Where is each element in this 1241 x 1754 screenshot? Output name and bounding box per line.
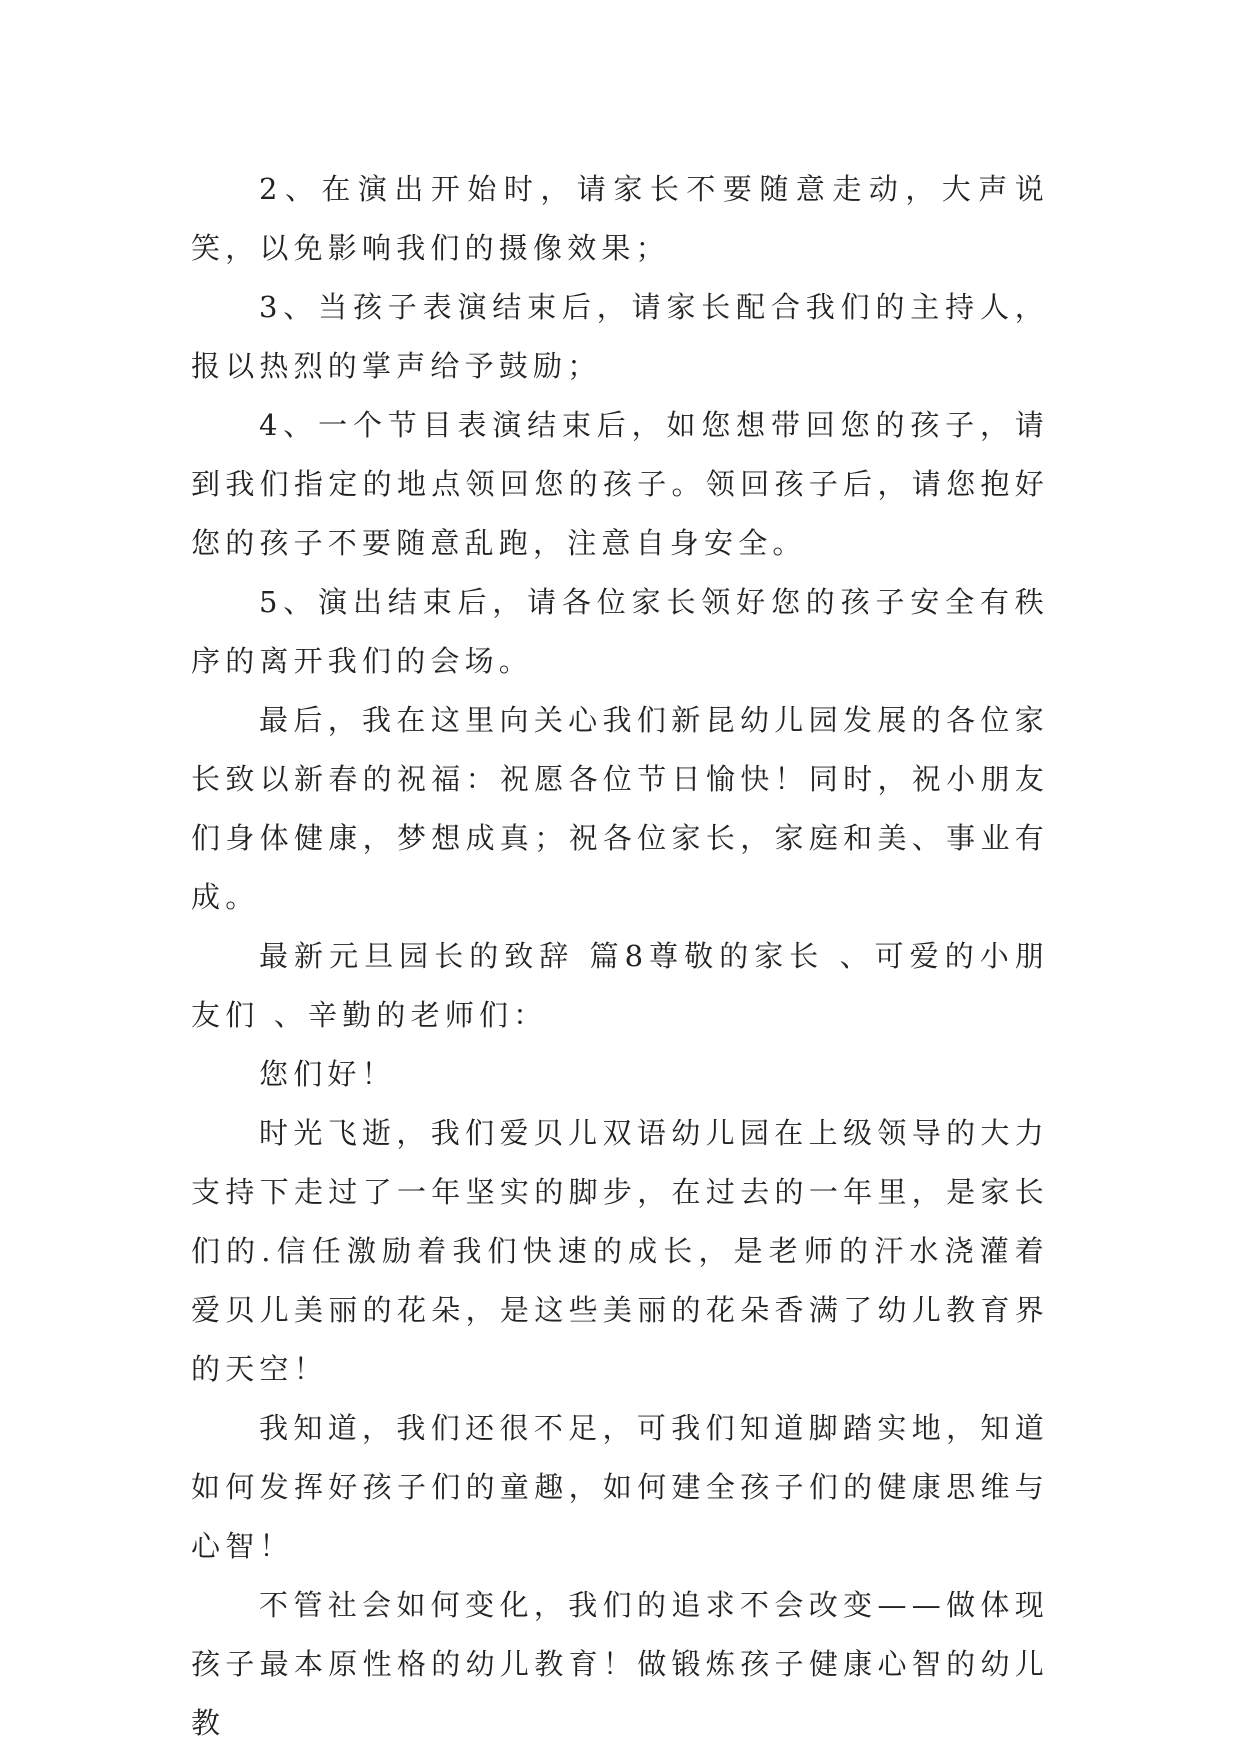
section-heading-paragraph: 最新元旦园长的致辞 篇8尊敬的家长 、可爱的小朋友们 、辛勤的老师们：	[191, 939, 1049, 1032]
greeting-paragraph: 您们好！	[259, 1057, 396, 1091]
paragraph: 2、在演出开始时，请家长不要随意走动，大声说笑，以免影响我们的摄像效果；	[191, 172, 1049, 265]
paragraph: 时光飞逝，我们爱贝儿双语幼儿园在上级领导的大力支持下走过了一年坚实的脚步，在过去的一年里，是家长们的.信任激励着我们快速的成长，是老师的汗水浇灌着爱贝儿美丽的花朵，是这些美丽的花朵香满了幼儿教育界的天空！	[191, 1116, 1049, 1386]
paragraph: 我知道，我们还很不足，可我们知道脚踏实地，知道如何发挥好孩子们的童趣，如何建全孩子们的健康思维与心智！	[191, 1411, 1049, 1563]
paragraph: 不管社会如何变化，我们的追求不会改变——做体现孩子最本原性格的幼儿教育！做锻炼孩子健康心智的幼儿教	[191, 1588, 1049, 1740]
paragraph: 4、一个节目表演结束后，如您想带回您的孩子，请到我们指定的地点领回您的孩子。领回孩子后，请您抱好您的孩子不要随意乱跑，注意自身安全。	[191, 408, 1049, 560]
document-body	[191, 160, 1049, 1753]
paragraph: 5、演出结束后，请各位家长领好您的孩子安全有秩序的离开我们的会场。	[191, 585, 1049, 678]
paragraph: 3、当孩子表演结束后，请家长配合我们的主持人，报以热烈的掌声给予鼓励；	[191, 290, 1049, 383]
paragraph: 最后，我在这里向关心我们新昆幼儿园发展的各位家长致以新春的祝福：祝愿各位节日愉快！同时，祝小朋友们身体健康，梦想成真；祝各位家长，家庭和美、事业有成。	[191, 703, 1049, 914]
